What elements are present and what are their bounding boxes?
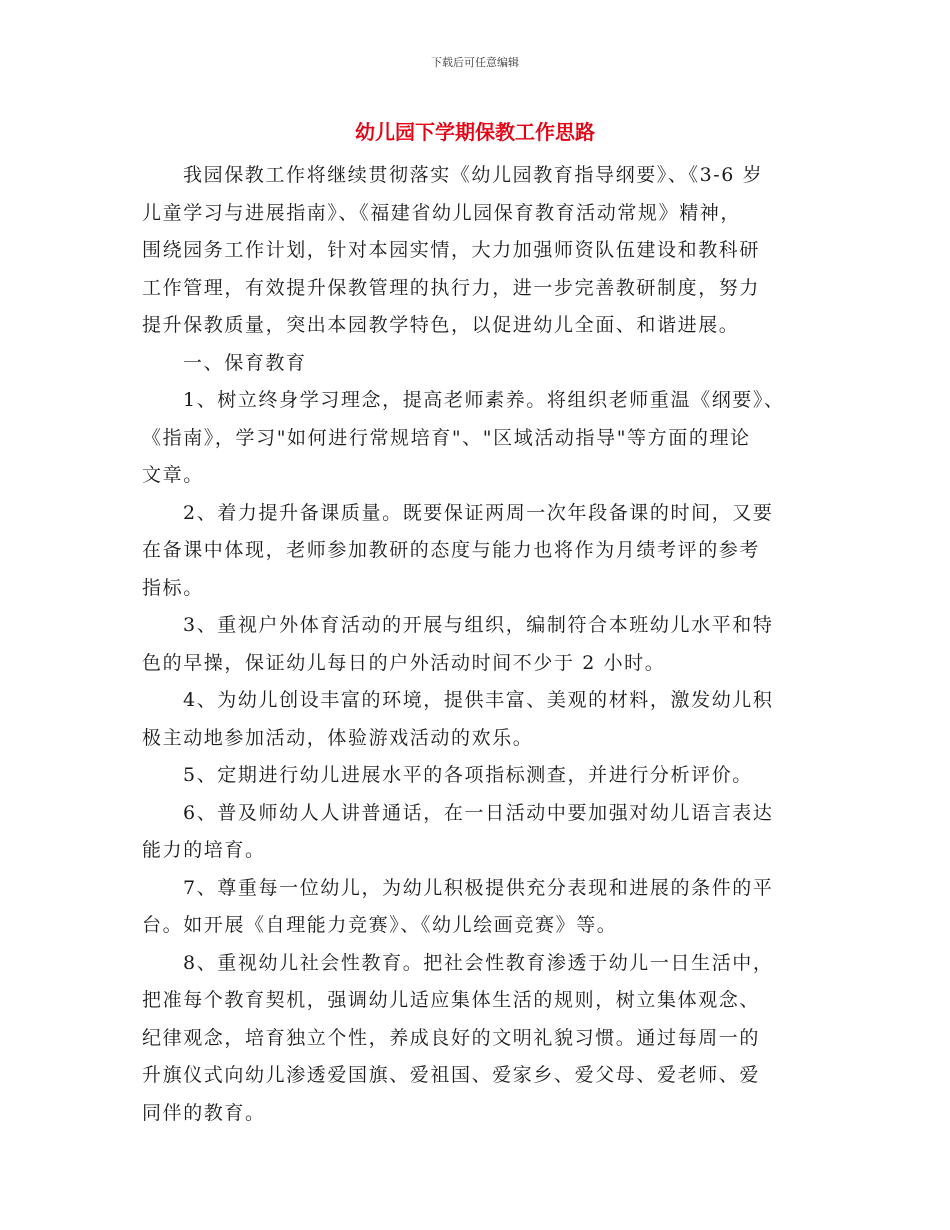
paragraph-line: 我园保教工作将继续贯彻落实《幼儿园教育指导纲要》、《3-6 岁 [183,164,764,186]
paragraph-line: 8、重视幼儿社会性教育。把社会性教育渗透于幼儿一日生活中， [183,951,774,974]
paragraph [142,157,810,345]
paragraph [142,870,810,945]
paragraph-line: 把准每个教育契机，强调幼儿适应集体生活的规则，树立集体观念、 [142,989,761,1011]
paragraph-line: 7、尊重每一位幼儿，为幼儿积极提供充分表现和进展的条件的平 [183,876,774,899]
paragraph-line: 能力的培育。 [142,839,266,861]
paragraph [142,757,810,795]
paragraph-line: 一、保育教育 [183,351,307,374]
paragraph-line: 极主动地参加活动，体验游戏活动的欢乐。 [142,726,534,749]
paragraph [142,682,810,757]
paragraph-line: 提升保教质量，突出本园教学特色，以促进幼儿全面、和谐进展。 [142,314,740,336]
page-header-note: 下载后可任意编辑 [431,56,519,69]
paragraph-line: 《指南》，学习"如何进行常规培育"、"区域活动指导"等方面的理论 [142,426,751,449]
document-body [142,157,810,1132]
paragraph [142,345,810,383]
document-title: 幼儿园下学期保教工作思路 [355,120,595,144]
paragraph [142,607,810,682]
paragraph-line: 3、重视户外体育活动的开展与组织，编制符合本班幼儿水平和特 [183,614,774,636]
paragraph-line: 文章。 [142,464,204,486]
paragraph [142,382,810,495]
paragraph-line: 1、树立终身学习理念，提高老师素养。将组织老师重温《纲要》、 [183,389,785,411]
paragraph-line: 儿童学习与进展指南》、《福建省幼儿园保育教育活动常规》精神， [142,201,742,224]
paragraph-line: 6、普及师幼人人讲普通话，在一日活动中要加强对幼儿语言表达 [183,801,774,824]
paragraph-line: 纪律观念，培育独立个性，养成良好的文明礼貌习惯。通过每周一的 [142,1026,761,1049]
paragraph [142,495,810,608]
paragraph-line: 升旗仪式向幼儿渗透爱国旗、爱祖国、爱家乡、爱父母、爱老师、爱 [142,1064,761,1086]
paragraph-line: 台。如开展《自理能力竞赛》、《幼儿绘画竞赛》等。 [142,914,618,936]
paragraph-line: 指标。 [142,576,204,599]
paragraph-line: 色的早操，保证幼儿每日的户外活动时间不少于 2 小时。 [142,651,666,674]
paragraph [142,795,810,870]
paragraph-line: 同伴的教育。 [142,1101,266,1124]
paragraph-line: 2、着力提升备课质量。既要保证两周一次年段备课的时间，又要 [183,501,774,524]
paragraph-line: 工作管理，有效提升保教管理的执行力，进一步完善教研制度，努力 [142,276,761,299]
paragraph-line: 围绕园务工作计划，针对本园实情，大力加强师资队伍建设和教科研 [142,239,761,261]
paragraph-line: 在备课中体现，老师参加教研的态度与能力也将作为月绩考评的参考 [142,539,761,561]
paragraph-line: 4、为幼儿创设丰富的环境，提供丰富、美观的材料，激发幼儿积 [183,689,774,711]
paragraph-line: 5、定期进行幼儿进展水平的各项指标测查，并进行分析评价。 [183,764,753,786]
paragraph [142,945,810,1133]
